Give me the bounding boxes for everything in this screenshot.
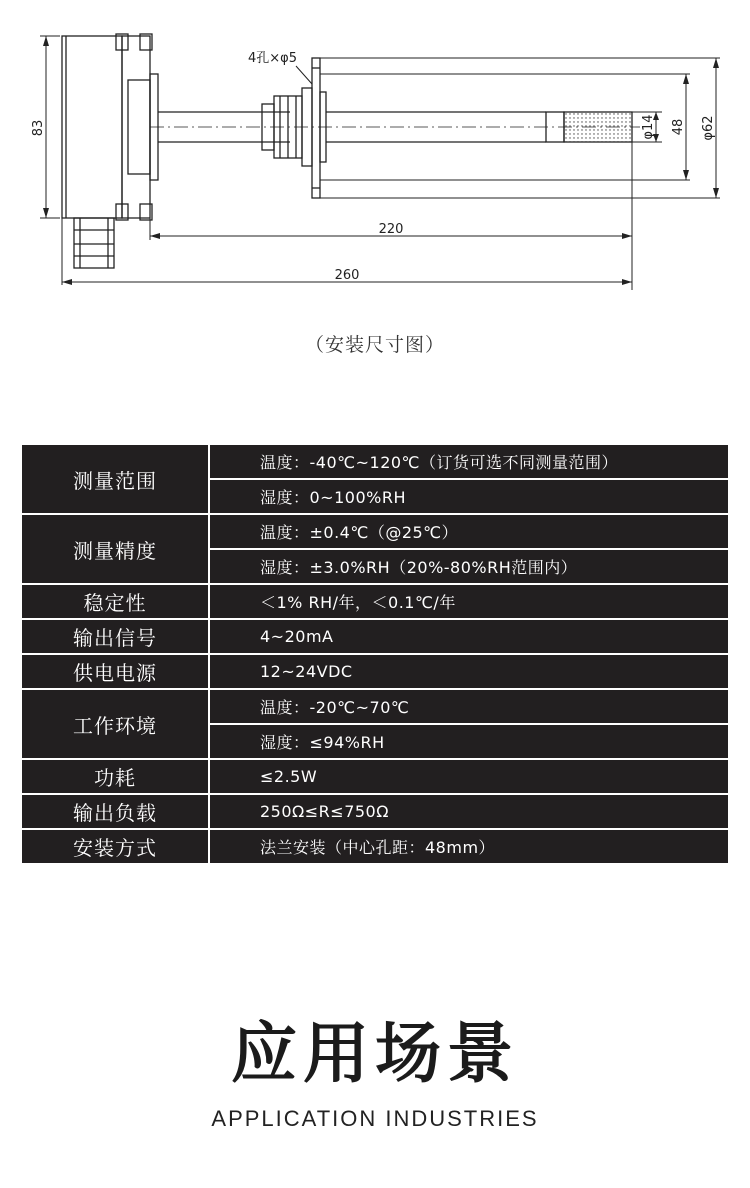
dim-height-83: 83 [31,119,46,137]
spec-label: 功耗 [21,759,209,794]
table-row [21,689,729,724]
dim-length-220: 220 [378,222,404,237]
spec-value: 湿度：±3.0%RH（20%-80%RH范围内） [209,549,729,584]
spec-label: 安装方式 [21,829,209,864]
spec-value: 湿度：0~100%RH [209,479,729,514]
dim-48: 48 [671,118,686,136]
spec-value: 250Ω≤R≤750Ω [209,794,729,829]
spec-value: 法兰安装（中心孔距：48mm） [209,829,729,864]
table-row [21,584,729,619]
installation-drawing [0,0,750,320]
spec-table [20,443,730,865]
table-row [21,759,729,794]
spec-label: 供电电源 [21,654,209,689]
dim-dia-14: φ14 [641,114,656,140]
spec-value: ≤2.5W [209,759,729,794]
spec-label: 稳定性 [21,584,209,619]
spec-label: 输出负载 [21,794,209,829]
table-row [21,829,729,864]
hole-note: 4孔×φ5 [248,51,298,66]
spec-label: 输出信号 [21,619,209,654]
table-row [21,619,729,654]
spec-value: 12~24VDC [209,654,729,689]
section-title: 应用场景 [231,1015,519,1092]
spec-value: 湿度：≤94%RH [209,724,729,759]
spec-label: 工作环境 [21,689,209,759]
spec-value: 温度：-40℃~120℃（订货可选不同测量范围） [209,444,729,479]
spec-value: 4~20mA [209,619,729,654]
spec-value: 温度：±0.4℃（@25℃） [209,514,729,549]
spec-value: 温度：-20℃~70℃ [209,689,729,724]
spec-value: ＜1% RH/年，＜0.1℃/年 [209,584,729,619]
spec-label: 测量范围 [21,444,209,514]
table-row [21,654,729,689]
table-row [21,444,729,479]
section-subtitle: APPLICATION INDUSTRIES [211,1106,539,1131]
spec-label: 测量精度 [21,514,209,584]
table-row [21,794,729,829]
dim-length-260: 260 [334,268,360,283]
table-row [21,514,729,549]
dim-dia-62: φ62 [701,115,716,141]
drawing-caption: （安装尺寸图） [304,334,445,356]
